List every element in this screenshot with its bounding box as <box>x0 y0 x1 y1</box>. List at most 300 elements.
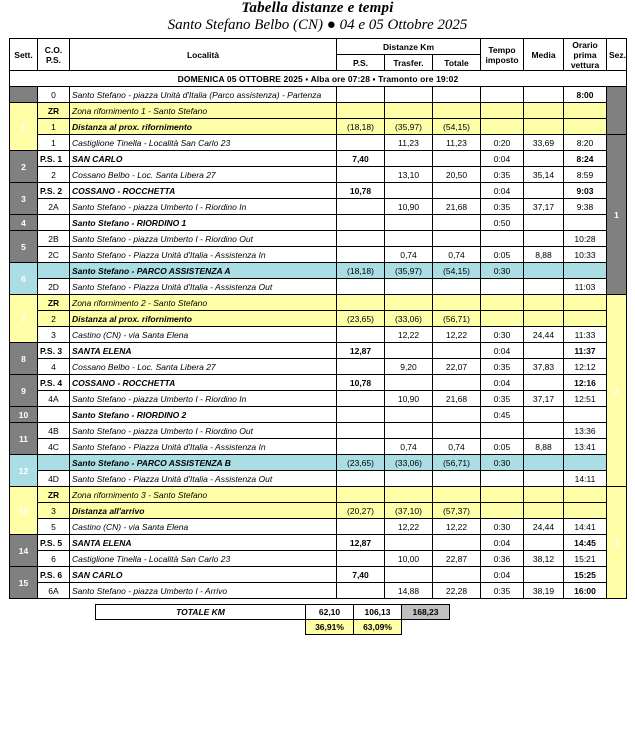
header-distanze: Distanze Km <box>337 39 481 55</box>
sector-number: 3 <box>10 183 38 215</box>
header-orario: Orario prima vettura <box>564 39 607 71</box>
table-row <box>10 567 627 583</box>
average-speed-cell <box>524 263 564 279</box>
table-row <box>10 551 627 567</box>
first-car-time-cell: 11:37 <box>564 343 607 359</box>
transfer-km-cell: 13,10 <box>385 167 433 183</box>
first-car-time-cell: 14:11 <box>564 471 607 487</box>
section-number <box>607 87 627 135</box>
average-speed-cell <box>524 119 564 135</box>
location-cell: Zona rifornimento 2 - Santo Stefano <box>70 295 337 311</box>
total-km-cell <box>433 567 481 583</box>
time-imposed-cell <box>481 87 524 103</box>
transfer-km-cell: 12,22 <box>385 519 433 535</box>
location-cell: Zona rifornimento 1 - Santo Stefano <box>70 103 337 119</box>
table-row <box>10 135 627 151</box>
table-row <box>10 519 627 535</box>
table-row <box>10 439 627 455</box>
location-cell: Distanza al prox. rifornimento <box>70 311 337 327</box>
transfer-km-cell <box>385 151 433 167</box>
first-car-time-cell <box>564 407 607 423</box>
co-ps-cell: ZR <box>38 487 70 503</box>
transfer-km-cell <box>385 103 433 119</box>
first-car-time-cell <box>564 487 607 503</box>
percent-row <box>96 620 450 635</box>
table-row <box>10 183 627 199</box>
time-imposed-cell: 0:50 <box>481 215 524 231</box>
transfer-km-cell <box>385 535 433 551</box>
total-km-cell <box>433 487 481 503</box>
average-speed-cell <box>524 279 564 295</box>
ps-km-cell: (23,65) <box>337 455 385 471</box>
first-car-time-cell: 12:16 <box>564 375 607 391</box>
location-cell: SANTA ELENA <box>70 535 337 551</box>
first-car-time-cell <box>564 263 607 279</box>
co-ps-cell: 4A <box>38 391 70 407</box>
sector-number: 14 <box>10 535 38 567</box>
average-speed-cell: 8,88 <box>524 439 564 455</box>
location-cell: Castiglione Tinella - Località San Carlo 23 <box>70 135 337 151</box>
transfer-km-cell <box>385 87 433 103</box>
transfer-km-cell <box>385 343 433 359</box>
ps-km-cell: 7,40 <box>337 151 385 167</box>
time-imposed-cell: 0:35 <box>481 359 524 375</box>
co-ps-cell: ZR <box>38 295 70 311</box>
time-imposed-cell: 0:20 <box>481 135 524 151</box>
table-row <box>10 487 627 503</box>
sector-number: 13 <box>10 487 38 535</box>
transfer-km-cell <box>385 231 433 247</box>
location-cell: Santo Stefano - piazza Umberto I - Riordino In <box>70 199 337 215</box>
transfer-km-cell <box>385 487 433 503</box>
average-speed-cell: 33,69 <box>524 135 564 151</box>
ps-km-cell <box>337 583 385 599</box>
ps-km-cell <box>337 439 385 455</box>
co-ps-cell: 2 <box>38 311 70 327</box>
table-row <box>10 327 627 343</box>
transfer-km-cell <box>385 279 433 295</box>
first-car-time-cell <box>564 215 607 231</box>
first-car-time-cell: 9:03 <box>564 183 607 199</box>
co-ps-cell <box>38 215 70 231</box>
transfer-km-cell <box>385 471 433 487</box>
section-number: 1 <box>607 135 627 295</box>
average-speed-cell <box>524 503 564 519</box>
co-ps-cell: 6A <box>38 583 70 599</box>
location-cell: Santo Stefano - PARCO ASSISTENZA A <box>70 263 337 279</box>
co-ps-cell: 2D <box>38 279 70 295</box>
average-speed-cell <box>524 231 564 247</box>
location-cell: Zona rifornimento 3 - Santo Stefano <box>70 487 337 503</box>
first-car-time-cell: 14:45 <box>564 535 607 551</box>
time-imposed-cell <box>481 423 524 439</box>
first-car-time-cell: 11:33 <box>564 327 607 343</box>
sector-number: 6 <box>10 263 38 295</box>
ps-km-cell <box>337 87 385 103</box>
table-row <box>10 407 627 423</box>
section-number: 3 <box>607 487 627 599</box>
average-speed-cell <box>524 407 564 423</box>
time-imposed-cell: 0:35 <box>481 583 524 599</box>
first-car-time-cell <box>564 103 607 119</box>
transfer-km-cell <box>385 407 433 423</box>
transfer-km-cell: 10,00 <box>385 551 433 567</box>
location-cell: SAN CARLO <box>70 151 337 167</box>
ps-km-cell: 12,87 <box>337 343 385 359</box>
first-car-time-cell <box>564 295 607 311</box>
transfer-km-cell: (33,06) <box>385 455 433 471</box>
total-km-cell: 12,22 <box>433 519 481 535</box>
table-body <box>10 71 627 599</box>
co-ps-cell: 5 <box>38 519 70 535</box>
time-imposed-cell: 0:30 <box>481 327 524 343</box>
average-speed-cell <box>524 87 564 103</box>
co-ps-cell: P.S. 1 <box>38 151 70 167</box>
time-imposed-cell: 0:35 <box>481 167 524 183</box>
average-speed-cell <box>524 423 564 439</box>
total-km-cell: 21,68 <box>433 199 481 215</box>
ps-km-cell <box>337 135 385 151</box>
first-car-time-cell <box>564 455 607 471</box>
ps-km-cell <box>337 215 385 231</box>
total-km-cell <box>433 215 481 231</box>
location-cell: Santo Stefano - piazza Umberto I - Riordino Out <box>70 231 337 247</box>
time-imposed-cell: 0:45 <box>481 407 524 423</box>
first-car-time-cell: 14:41 <box>564 519 607 535</box>
totals-trasfer: 106,13 <box>354 605 402 620</box>
co-ps-cell: 4 <box>38 359 70 375</box>
location-cell: Cossano Belbo - Loc. Santa Libera 27 <box>70 359 337 375</box>
total-km-cell <box>433 407 481 423</box>
page-title: Tabella distanze e tempi <box>241 0 394 16</box>
ps-km-cell <box>337 391 385 407</box>
first-car-time-cell: 12:51 <box>564 391 607 407</box>
ps-km-cell <box>337 295 385 311</box>
ps-km-cell <box>337 487 385 503</box>
total-km-cell: (54,15) <box>433 263 481 279</box>
time-imposed-cell: 0:04 <box>481 183 524 199</box>
ps-km-cell: 7,40 <box>337 567 385 583</box>
header-co: C.O. <box>44 44 63 55</box>
time-imposed-cell: 0:04 <box>481 375 524 391</box>
ps-km-cell <box>337 327 385 343</box>
header-trasfer: Trasfer. <box>385 55 433 71</box>
location-cell: Santo Stefano - PARCO ASSISTENZA B <box>70 455 337 471</box>
total-km-cell: 21,68 <box>433 391 481 407</box>
total-km-cell <box>433 471 481 487</box>
ps-km-cell <box>337 231 385 247</box>
percent-spacer <box>96 620 306 635</box>
co-ps-cell: 4C <box>38 439 70 455</box>
location-cell: Santo Stefano - RIORDINO 1 <box>70 215 337 231</box>
time-imposed-cell: 0:04 <box>481 567 524 583</box>
transfer-km-cell <box>385 215 433 231</box>
co-ps-cell <box>38 407 70 423</box>
total-km-cell: 12,22 <box>433 327 481 343</box>
totals-totale: 168,23 <box>402 605 450 620</box>
total-km-cell: 11,23 <box>433 135 481 151</box>
ps-km-cell <box>337 247 385 263</box>
total-km-cell <box>433 295 481 311</box>
header-media: Media <box>524 39 564 71</box>
header-ps: P.S. <box>337 55 385 71</box>
total-km-cell: 0,74 <box>433 247 481 263</box>
co-ps-cell <box>38 263 70 279</box>
ps-km-cell <box>337 407 385 423</box>
transfer-km-cell: (35,97) <box>385 263 433 279</box>
sector-number: 10 <box>10 407 38 423</box>
transfer-km-cell <box>385 295 433 311</box>
first-car-time-cell: 12:12 <box>564 359 607 375</box>
average-speed-cell: 8,88 <box>524 247 564 263</box>
ps-km-cell: (18,18) <box>337 263 385 279</box>
sector-number: 2 <box>10 151 38 183</box>
total-km-cell <box>433 231 481 247</box>
time-imposed-cell: 0:35 <box>481 199 524 215</box>
first-car-time-cell: 9:38 <box>564 199 607 215</box>
sector-number: 12 <box>10 455 38 487</box>
ps-km-cell: (20,27) <box>337 503 385 519</box>
table-row <box>10 279 627 295</box>
section-number: 2 <box>607 295 627 487</box>
co-ps-cell <box>38 455 70 471</box>
average-speed-cell <box>524 487 564 503</box>
co-ps-cell: P.S. 5 <box>38 535 70 551</box>
time-imposed-cell: 0:04 <box>481 343 524 359</box>
first-car-time-cell: 8:24 <box>564 151 607 167</box>
total-km-cell: 22,28 <box>433 583 481 599</box>
co-ps-cell: 3 <box>38 327 70 343</box>
header-totale: Totale <box>433 55 481 71</box>
table-row <box>10 295 627 311</box>
total-km-cell <box>433 279 481 295</box>
average-speed-cell: 35,14 <box>524 167 564 183</box>
location-cell: Distanza al prox. rifornimento <box>70 119 337 135</box>
ps-km-cell <box>337 519 385 535</box>
totals-ps: 62,10 <box>306 605 354 620</box>
ps-km-cell <box>337 471 385 487</box>
table-row <box>10 215 627 231</box>
location-cell: Santo Stefano - Piazza Unità d'Italia - Assistenza Out <box>70 279 337 295</box>
first-car-time-cell <box>564 311 607 327</box>
day-band-row <box>10 71 627 87</box>
ps-km-cell: 10,78 <box>337 375 385 391</box>
first-car-time-cell: 11:03 <box>564 279 607 295</box>
time-imposed-cell: 0:35 <box>481 391 524 407</box>
ps-km-cell: 12,87 <box>337 535 385 551</box>
time-imposed-cell: 0:04 <box>481 535 524 551</box>
location-cell: Santo Stefano - Piazza Unità d'Italia - Assistenza In <box>70 439 337 455</box>
first-car-time-cell: 13:36 <box>564 423 607 439</box>
ps-km-cell: (23,65) <box>337 311 385 327</box>
ps-km-cell <box>337 359 385 375</box>
average-speed-cell: 37,17 <box>524 199 564 215</box>
co-ps-cell: ZR <box>38 103 70 119</box>
co-ps-cell: 4D <box>38 471 70 487</box>
location-cell: Castino (CN) - via Santa Elena <box>70 519 337 535</box>
co-ps-cell: 2C <box>38 247 70 263</box>
time-imposed-cell <box>481 471 524 487</box>
sector-number: 15 <box>10 567 38 599</box>
header-ps-label: P.S. <box>46 54 61 65</box>
time-imposed-cell: 0:30 <box>481 455 524 471</box>
co-ps-cell: P.S. 4 <box>38 375 70 391</box>
table-row <box>10 471 627 487</box>
co-ps-cell: 2A <box>38 199 70 215</box>
first-car-time-cell: 13:41 <box>564 439 607 455</box>
sector-number: 5 <box>10 231 38 263</box>
time-imposed-cell <box>481 231 524 247</box>
time-imposed-cell: 0:05 <box>481 247 524 263</box>
table-row <box>10 151 627 167</box>
total-km-cell <box>433 423 481 439</box>
header-sez: Sez. <box>607 39 627 71</box>
co-ps-cell: P.S. 3 <box>38 343 70 359</box>
transfer-km-cell: 12,22 <box>385 327 433 343</box>
transfer-km-cell: (33,06) <box>385 311 433 327</box>
average-speed-cell <box>524 471 564 487</box>
location-cell: Santo Stefano - piazza Umberto I - Riordino Out <box>70 423 337 439</box>
average-speed-cell <box>524 215 564 231</box>
day-band: DOMENICA 05 OTTOBRE 2025 ▪ Alba ore 07:28 ▪ Tramonto ore 19:02 <box>10 71 627 87</box>
total-km-cell <box>433 151 481 167</box>
table-row <box>10 103 627 119</box>
transfer-km-cell: 0,74 <box>385 439 433 455</box>
table-row <box>10 343 627 359</box>
transfer-km-cell <box>385 183 433 199</box>
location-cell: Santo Stefano - piazza Umberto I - Riordino In <box>70 391 337 407</box>
total-km-cell <box>433 535 481 551</box>
transfer-km-cell <box>385 423 433 439</box>
average-speed-cell: 38,19 <box>524 583 564 599</box>
time-imposed-cell <box>481 119 524 135</box>
average-speed-cell <box>524 295 564 311</box>
time-imposed-cell <box>481 487 524 503</box>
average-speed-cell <box>524 455 564 471</box>
location-cell: Santo Stefano - Piazza Unità d'Italia - Assistenza Out <box>70 471 337 487</box>
title-block <box>0 0 635 38</box>
ps-km-cell: 10,78 <box>337 183 385 199</box>
location-cell: Santo Stefano - Piazza Unità d'Italia - Assistenza In <box>70 247 337 263</box>
total-km-cell <box>433 87 481 103</box>
first-car-time-cell: 10:33 <box>564 247 607 263</box>
co-ps-cell: 1 <box>38 135 70 151</box>
transfer-km-cell: 14,88 <box>385 583 433 599</box>
time-imposed-cell <box>481 279 524 295</box>
co-ps-cell: 4B <box>38 423 70 439</box>
transfer-km-cell: (35,97) <box>385 119 433 135</box>
sector-number <box>10 87 38 103</box>
co-ps-cell: 3 <box>38 503 70 519</box>
time-imposed-cell <box>481 295 524 311</box>
time-imposed-cell <box>481 103 524 119</box>
location-cell: Distanza all'arrivo <box>70 503 337 519</box>
table-row <box>10 455 627 471</box>
location-cell: SAN CARLO <box>70 567 337 583</box>
location-cell: COSSANO - ROCCHETTA <box>70 183 337 199</box>
average-speed-cell <box>524 103 564 119</box>
location-cell: Santo Stefano - piazza Umberto I - Arrivo <box>70 583 337 599</box>
header-localita: Località <box>70 39 337 71</box>
header-tempo: Tempo imposto <box>481 39 524 71</box>
total-km-cell: (56,71) <box>433 311 481 327</box>
header-co-ps <box>38 39 70 71</box>
sector-number: 8 <box>10 343 38 375</box>
table-row <box>10 247 627 263</box>
table-row <box>10 167 627 183</box>
co-ps-cell: 0 <box>38 87 70 103</box>
time-imposed-cell: 0:05 <box>481 439 524 455</box>
transfer-km-cell: 0,74 <box>385 247 433 263</box>
total-km-cell: (54,15) <box>433 119 481 135</box>
location-cell: Castino (CN) - via Santa Elena <box>70 327 337 343</box>
co-ps-cell: 2 <box>38 167 70 183</box>
sector-number: 11 <box>10 423 38 455</box>
time-imposed-cell: 0:04 <box>481 151 524 167</box>
percent-ps: 36,91% <box>306 620 354 635</box>
table-row <box>10 87 627 103</box>
average-speed-cell <box>524 151 564 167</box>
table-row <box>10 263 627 279</box>
average-speed-cell <box>524 375 564 391</box>
average-speed-cell: 37,83 <box>524 359 564 375</box>
average-speed-cell <box>524 183 564 199</box>
table-row <box>10 119 627 135</box>
average-speed-cell <box>524 535 564 551</box>
co-ps-cell: P.S. 2 <box>38 183 70 199</box>
total-km-cell: 22,07 <box>433 359 481 375</box>
location-cell: Santo Stefano - piazza Unità d'Italia (Parco assistenza) - Partenza <box>70 87 337 103</box>
first-car-time-cell <box>564 119 607 135</box>
first-car-time-cell: 8:59 <box>564 167 607 183</box>
transfer-km-cell: 9,20 <box>385 359 433 375</box>
page-subtitle: Santo Stefano Belbo (CN) ● 04 e 05 Ottobre 2025 <box>167 17 468 33</box>
total-km-cell <box>433 375 481 391</box>
transfer-km-cell: 10,90 <box>385 199 433 215</box>
average-speed-cell: 37,17 <box>524 391 564 407</box>
time-imposed-cell <box>481 503 524 519</box>
location-cell: Castiglione Tinella - Località San Carlo 23 <box>70 551 337 567</box>
totals-row <box>96 605 450 620</box>
average-speed-cell <box>524 343 564 359</box>
transfer-km-cell: 11,23 <box>385 135 433 151</box>
header-sett: Sett. <box>10 39 38 71</box>
average-speed-cell: 24,44 <box>524 327 564 343</box>
table-row <box>10 375 627 391</box>
total-km-cell <box>433 103 481 119</box>
sector-number: 9 <box>10 375 38 407</box>
sector-number: 7 <box>10 295 38 343</box>
time-imposed-cell: 0:30 <box>481 263 524 279</box>
first-car-time-cell: 16:00 <box>564 583 607 599</box>
average-speed-cell: 38,12 <box>524 551 564 567</box>
time-imposed-cell: 0:30 <box>481 519 524 535</box>
location-cell: COSSANO - ROCCHETTA <box>70 375 337 391</box>
transfer-km-cell: (37,10) <box>385 503 433 519</box>
total-km-cell <box>433 183 481 199</box>
co-ps-cell: P.S. 6 <box>38 567 70 583</box>
co-ps-cell: 1 <box>38 119 70 135</box>
table-row <box>10 391 627 407</box>
ps-km-cell: (18,18) <box>337 119 385 135</box>
total-km-cell: (56,71) <box>433 455 481 471</box>
ps-km-cell <box>337 199 385 215</box>
time-imposed-cell <box>481 311 524 327</box>
average-speed-cell <box>524 311 564 327</box>
total-km-cell <box>433 343 481 359</box>
table-row <box>10 423 627 439</box>
location-cell: SANTA ELENA <box>70 343 337 359</box>
